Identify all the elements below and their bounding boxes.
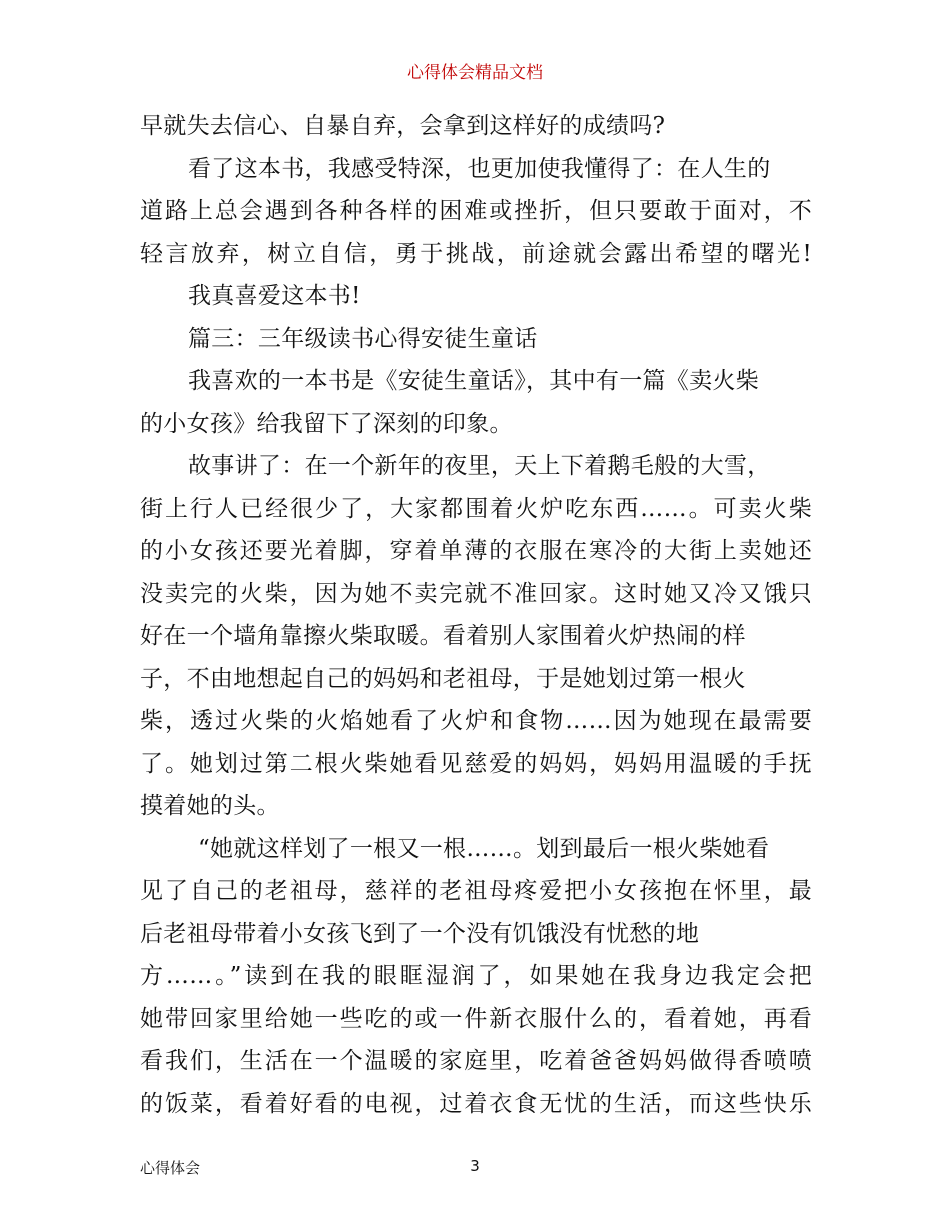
text-line: 后老祖母带着小女孩飞到了一个没有饥饿没有忧愁的地: [140, 920, 700, 947]
text-line: 了。她划过第二根火柴她看见慈爱的妈妈，妈妈用温暖的手抚: [140, 750, 812, 777]
document-body: [140, 105, 812, 1125]
section-heading: 篇三：三年级读书心得安徒生童话: [188, 325, 538, 352]
text-line: 子，不由地想起自己的妈妈和老祖母，于是她划过第一根火: [140, 665, 746, 692]
text-line: 摸着她的头。: [140, 793, 280, 819]
text-line: 我真喜爱这本书!: [188, 283, 361, 309]
text-line: 看我们，生活在一个温暖的家庭里，吃着爸爸妈妈做得香喷喷: [140, 1048, 812, 1074]
text-line: 我喜欢的一本书是《安徒生童话》，其中有一篇《卖火柴: [188, 368, 759, 394]
text-line: 的小女孩》给我留下了深刻的印象。: [140, 410, 513, 437]
text-line: 好在一个墙角靠擦火柴取暖。看着别人家围着火炉热闹的样: [140, 623, 746, 649]
text-line: 方……。”读到在我的眼眶湿润了，如果她在我身边我定会把: [140, 963, 812, 989]
page-header-title: 心得体会精品文档: [407, 63, 543, 83]
text-line: 她带回家里给她一些吃的或一件新衣服什么的，看着她，再看: [140, 1005, 812, 1032]
text-line: 道路上总会遇到各种各样的困难或挫折，但只要敢于面对，不: [140, 198, 812, 224]
text-line: 故事讲了：在一个新年的夜里，天上下着鹅毛般的大雪，: [188, 453, 771, 479]
text-line: 轻言放弃，树立自信，勇于挑战，前途就会露出希望的曙光!: [140, 240, 812, 267]
text-line: 的小女孩还要光着脚，穿着单薄的衣服在寒冷的大街上卖她还: [140, 538, 812, 564]
page-footer-label: 心得体会: [140, 1159, 201, 1177]
text-line: 街上行人已经很少了，大家都围着火炉吃东西……。可卖火柴: [140, 495, 812, 522]
text-line: 看了这本书，我感受特深，也更加使我懂得了：在人生的: [188, 155, 771, 182]
text-line: 早就失去信心、自暴自弃，会拿到这样好的成绩吗?: [140, 113, 666, 139]
text-line: 没卖完的火柴，因为她不卖完就不准回家。这时她又冷又饿只: [140, 580, 812, 607]
page-number: 3: [470, 1157, 480, 1175]
text-line: 见了自己的老祖母，慈祥的老祖母疼爱把小女孩抱在怀里，最: [140, 878, 812, 904]
text-line: 的饭菜，看着好看的电视，过着衣食无忧的生活，而这些快乐: [140, 1090, 812, 1117]
text-line: 柴，透过火柴的火焰她看了火炉和食物……因为她现在最需要: [140, 708, 812, 734]
text-line: “她就这样划了一根又一根……。划到最后一根火柴她看: [198, 835, 770, 862]
